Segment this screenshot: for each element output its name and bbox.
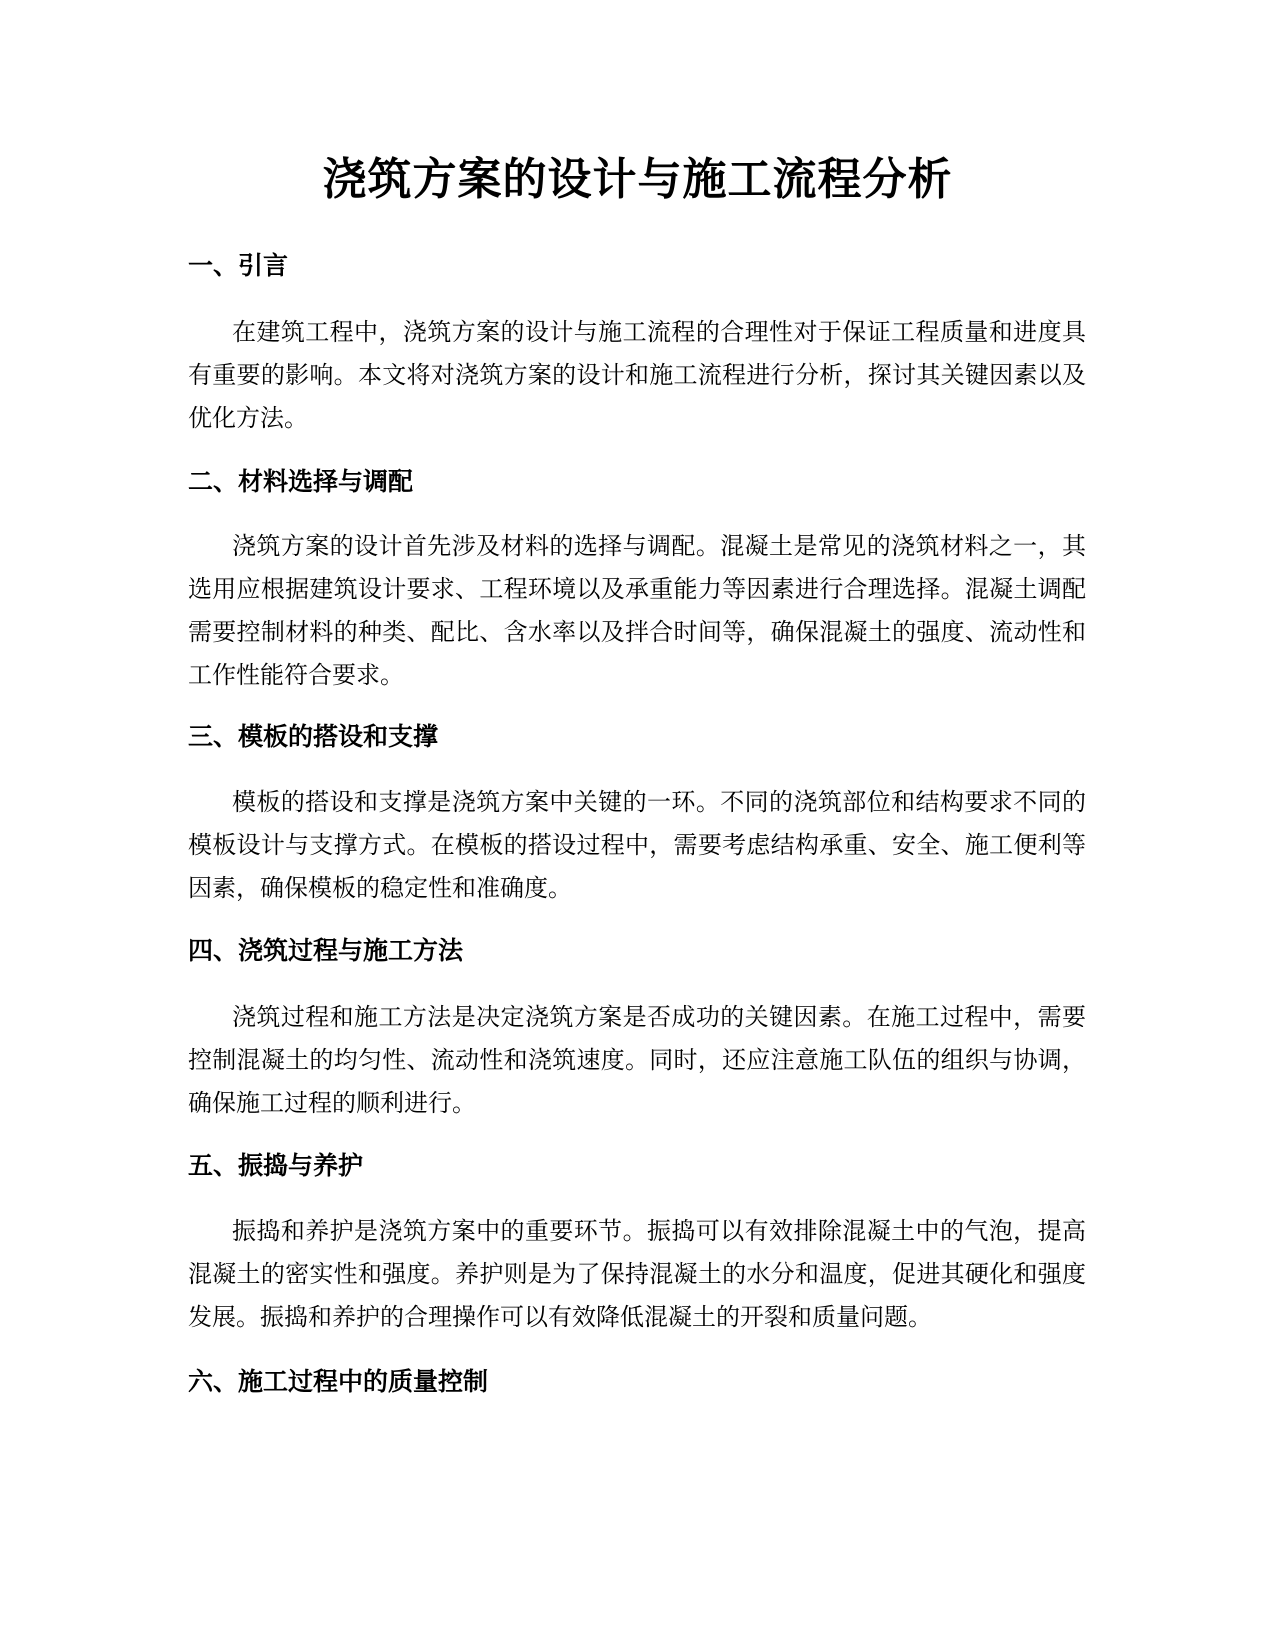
section-heading-materials: 二、材料选择与调配	[188, 467, 414, 496]
document-title: 浇筑方案的设计与施工流程分析	[322, 154, 953, 205]
section-paragraph-materials: 浇筑方案的设计首先涉及材料的选择与调配。混凝土是常见的浇筑材料之一，其选用应根据建筑设计要求、工程环境以及承重能力等因素进行合理选择。混凝土调配需要控制材料的种类、配比、含水率以及拌合时间等，确保混凝土的强度、流动性和工作性能符合要求。	[188, 532, 1086, 689]
section-heading-quality-control: 六、施工过程中的质量控制	[188, 1367, 489, 1396]
section-heading-introduction: 一、引言	[188, 251, 289, 280]
section-paragraph-vibration-curing: 振捣和养护是浇筑方案中的重要环节。振捣可以有效排除混凝土中的气泡，提高混凝土的密实性和强度。养护则是为了保持混凝土的水分和温度，促进其硬化和强度发展。振捣和养护的合理操作可以有效降低混凝土的开裂和质量问题。	[188, 1217, 1086, 1331]
section-heading-vibration-curing: 五、振捣与养护	[188, 1151, 364, 1180]
section-heading-pouring-process: 四、浇筑过程与施工方法	[188, 936, 464, 965]
section-paragraph-formwork: 模板的搭设和支撑是浇筑方案中关键的一环。不同的浇筑部位和结构要求不同的模板设计与支撑方式。在模板的搭设过程中，需要考虑结构承重、安全、施工便利等因素，确保模板的稳定性和准确度。	[188, 788, 1086, 902]
section-paragraph-introduction: 在建筑工程中，浇筑方案的设计与施工流程的合理性对于保证工程质量和进度具有重要的影响。本文将对浇筑方案的设计和施工流程进行分析，探讨其关键因素以及优化方法。	[188, 318, 1086, 432]
section-paragraph-pouring-process: 浇筑过程和施工方法是决定浇筑方案是否成功的关键因素。在施工过程中，需要控制混凝土的均匀性、流动性和浇筑速度。同时，还应注意施工队伍的组织与协调，确保施工过程的顺利进行。	[188, 1003, 1086, 1117]
section-heading-formwork: 三、模板的搭设和支撑	[188, 722, 439, 751]
